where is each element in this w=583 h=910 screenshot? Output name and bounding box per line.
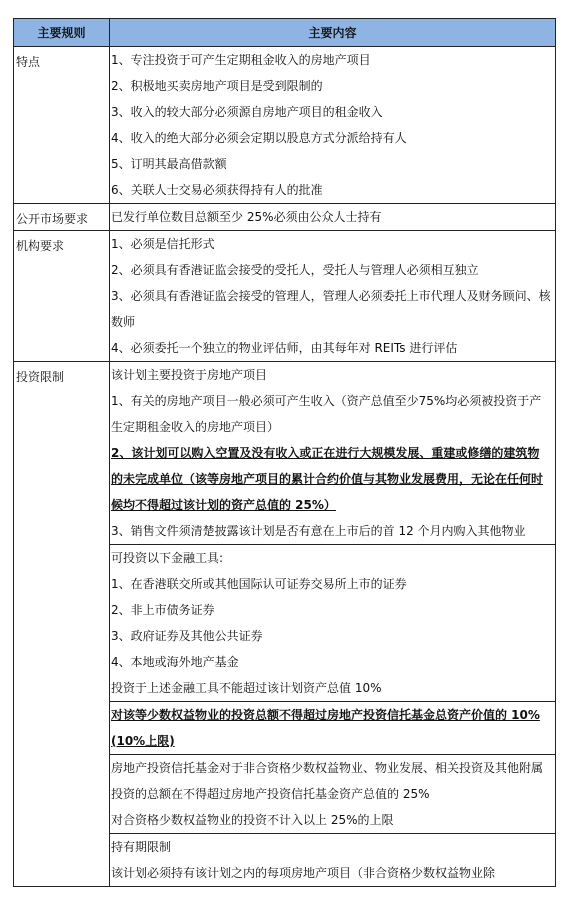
content-line: 该计划必须持有该计划之内的每项房地产项目（非合资格少数权益物业除	[111, 866, 496, 880]
content-block	[111, 47, 551, 203]
table-row	[14, 204, 556, 231]
header-main-content: 主要内容	[110, 19, 556, 47]
header-main-rules: 主要规则	[14, 19, 110, 47]
content-line: 投资于上述金融工具不能超过该计划资产总值 10%	[111, 681, 382, 695]
content-line: 2、积极地买卖房地产项目是受到限制的	[111, 79, 323, 93]
table-body	[14, 47, 556, 887]
table-row	[14, 362, 556, 887]
content-line: 该计划主要投资于房地产项目	[111, 368, 268, 382]
content-line: 1、必须是信托形式	[111, 237, 215, 251]
content-line: 3、收入的较大部分必须源自房地产项目的租金收入	[111, 105, 383, 119]
rule-content	[110, 47, 556, 204]
rule-label: 特点	[14, 47, 110, 204]
content-line: 房地产投资信托基金对于非合资格少数权益物业、物业发展、相关投资及其他附属投资的总额在不得超过房地产投资信托基金资产总值的 25%	[111, 761, 544, 801]
content-line: 已发行单位数目总额至少 25%必须由公众人士持有	[111, 210, 382, 224]
table-row	[14, 231, 556, 362]
rule-content	[110, 362, 556, 887]
content-line: 2、必须具有香港证监会接受的受托人，受托人与管理人必须相互独立	[111, 263, 479, 277]
content-block	[111, 231, 551, 361]
rule-content	[110, 231, 556, 362]
content-line: 2、非上市债务证券	[111, 603, 215, 617]
rule-label: 机构要求	[14, 231, 110, 362]
content-line: 1、有关的房地产项目一般必须可产生收入（资产总值至少75%均必须被投资于产生定期租金收入的房地产项目）	[111, 394, 542, 434]
table-row	[14, 47, 556, 204]
rule-content	[110, 204, 556, 231]
content-line: 4、收入的绝大部分必须会定期以股息方式分派给持有人	[111, 131, 407, 145]
content-block	[110, 833, 555, 886]
table-header-row	[14, 19, 556, 47]
content-block	[111, 362, 551, 544]
content-line: 3、必须具有香港证监会接受的管理人，管理人必须委托上市代理人及财务顾问、核数师	[111, 289, 551, 329]
content-line: 对该等少数权益物业的投资总额不得超过房地产投资信托基金总资产价值的 10%(10%上限)	[111, 708, 540, 748]
content-block	[110, 701, 555, 754]
rule-label: 公开市场要求	[14, 204, 110, 231]
rules-table	[13, 18, 556, 887]
content-block	[110, 754, 555, 833]
rule-label: 投资限制	[14, 362, 110, 887]
content-line: 2、该计划可以购入空置及没有收入或正在进行大规模发展、重建或修缮的建筑物的未完成单位（该等房地产项目的累计合约价值与其物业发展费用，无论在任何时候均不得超过该计划的资产总值的 25%）	[111, 446, 544, 512]
content-line: 6、关联人士交易必须获得持有人的批准	[111, 183, 323, 197]
content-line: 对合资格少数权益物业的投资不计入以上 25%的上限	[111, 813, 394, 827]
content-line: 5、订明其最高借款额	[111, 157, 227, 171]
content-line: 3、政府证券及其他公共证券	[111, 629, 263, 643]
content-block	[111, 204, 551, 230]
content-line: 4、必须委托一个独立的物业评估师，由其每年对 REITs 进行评估	[111, 341, 458, 355]
content-line: 4、本地或海外地产基金	[111, 655, 239, 669]
content-block	[110, 544, 555, 701]
content-line: 持有期限制	[111, 840, 172, 854]
content-line: 3、销售文件须清楚披露该计划是否有意在上市后的首 12 个月内购入其他物业	[111, 524, 526, 538]
content-line: 1、在香港联交所或其他国际认可证券交易所上市的证券	[111, 577, 407, 591]
content-line: 1、专注投资于可产生定期租金收入的房地产项目	[111, 53, 371, 67]
content-line: 可投资以下金融工具:	[111, 551, 224, 565]
